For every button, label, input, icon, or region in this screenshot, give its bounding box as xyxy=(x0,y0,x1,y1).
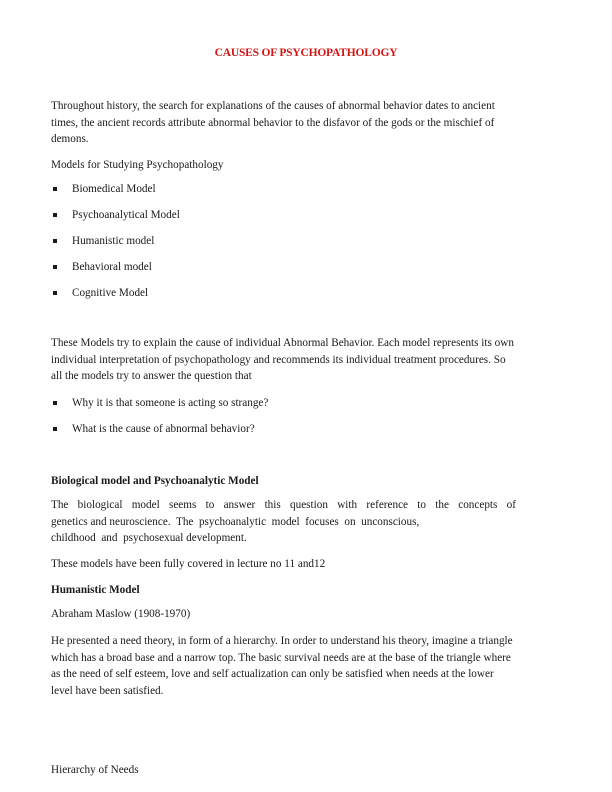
list-item-text: What is the cause of abnormal behavior? xyxy=(72,423,255,435)
list-item xyxy=(51,207,180,233)
list-item-text: Biomedical Model xyxy=(72,183,156,195)
list-item xyxy=(51,259,180,285)
hierarchy-label: Hierarchy of Needs xyxy=(51,764,139,776)
models-paragraph: These Models try to explain the cause of individual Abnormal Behavior. Each model represents its own individual interpretation of psychopathology and recommends its individual treatment procedures. So all the models try to answer the question that xyxy=(51,337,514,383)
list-item-text: Humanistic model xyxy=(72,235,155,247)
models-heading: Models for Studying Psychopathology xyxy=(51,159,224,171)
paragraph-line: childhood and psychosexual development. xyxy=(51,532,247,545)
section-heading-biological: Biological model and Psychoanalytic Model xyxy=(51,475,259,487)
list-item xyxy=(51,421,268,447)
bullet-icon xyxy=(53,401,57,405)
paragraph-line: genetics and neuroscience. The psychoanalytic model focuses on unconscious, xyxy=(51,515,420,528)
list-item xyxy=(51,181,180,207)
page-title: CAUSES OF PSYCHOPATHOLOGY xyxy=(214,47,398,59)
intro-paragraph: Throughout history, the search for explanations of the causes of abnormal behavior dates to ancient times, the ancient records attribute abnormal behavior to the disfavor of the gods or the mischief of demons. xyxy=(51,100,495,146)
maslow-heading: Abraham Maslow (1908-1970) xyxy=(51,608,191,620)
list-item-text: Psychoanalytical Model xyxy=(72,209,180,221)
bullet-icon xyxy=(53,213,57,217)
list-item xyxy=(51,233,180,259)
bullet-icon xyxy=(53,427,57,431)
list-item-text: Behavioral model xyxy=(72,261,152,273)
list-item-text: Cognitive Model xyxy=(72,287,149,299)
question-list xyxy=(51,395,268,447)
section-heading-humanistic: Humanistic Model xyxy=(51,584,140,596)
bullet-icon xyxy=(53,239,57,243)
paragraph-line: The biological model seems to answer this question with reference to the concepts of xyxy=(51,499,516,511)
covered-note: These models have been fully covered in lecture no 11 and12 xyxy=(51,558,326,570)
bullet-icon xyxy=(53,291,57,295)
biological-paragraph xyxy=(51,497,516,547)
list-item xyxy=(51,395,268,421)
bullet-icon xyxy=(53,265,57,269)
list-item-text: Why it is that someone is acting so strange? xyxy=(72,397,269,409)
list-item xyxy=(51,285,180,311)
maslow-paragraph: He presented a need theory, in form of a hierarchy. In order to understand his theory, imagine a triangle which has a broad base and a narrow top. The basic survival needs are at the base of the triangle where as the need of self esteem, love and self actualization can only be satisfied when needs at the lower level have been satisfied. xyxy=(51,635,513,698)
models-list xyxy=(51,181,180,311)
bullet-icon xyxy=(53,187,57,191)
